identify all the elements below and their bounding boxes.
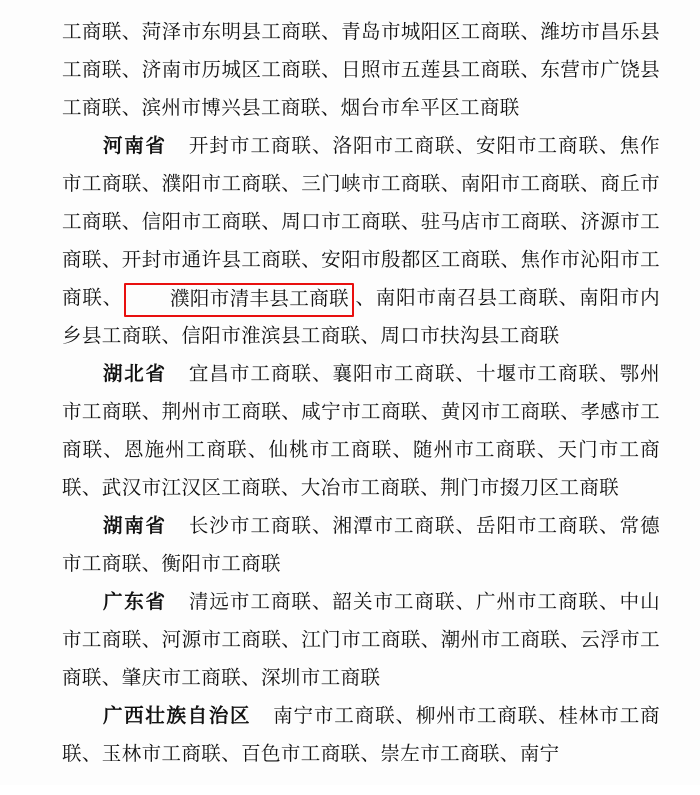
paragraph-text: 清远市工商联、韶关市工商联、广州市工商联、中山市工商联、河源市工商联、江门市工商联、潮州市工商联、云浮市工商联、肇庆市工商联、深圳市工商联 — [62, 592, 661, 689]
paragraph-text-after-highlight: 、南阳市南召县工商联、南阳市内乡县工商联、信阳市淮滨县工商联、周口市扶沟县工商联 — [62, 288, 660, 347]
province-label-guangdong: 广东省 — [102, 592, 167, 613]
paragraph-guangxi — [62, 698, 660, 774]
paragraph-text: 工商联、菏泽市东明县工商联、青岛市城阳区工商联、潍坊市昌乐县工商联、济南市历城区工商联、日照市五莲县工商联、东营市广饶县工商联、滨州市博兴县工商联、烟台市牟平区工商联 — [62, 22, 660, 119]
document-body — [62, 14, 660, 774]
paragraph-shandong-continued — [62, 14, 660, 128]
page-bottom-clip — [0, 785, 700, 795]
highlighted-entry-puyang-qingfeng: 濮阳市清丰县工商联 — [124, 283, 354, 317]
paragraph-text: 南宁市工商联、柳州市工商联、桂林市工商联、玉林市工商联、百色市工商联、崇左市工商联、南宁 — [62, 706, 660, 765]
paragraph-henan — [62, 128, 660, 356]
paragraph-text-before-highlight: 开封市工商联、洛阳市工商联、安阳市工商联、焦作市工商联、濮阳市工商联、三门峡市工商联、南阳市工商联、商丘市工商联、信阳市工商联、周口市工商联、驻马店市工商联、济源市工商联、开封市通许县工商联、安阳市殷都区工商联、焦作市沁阳市工商联、 — [62, 136, 661, 309]
paragraph-guangdong — [62, 584, 660, 698]
province-label-hunan: 湖南省 — [102, 516, 167, 537]
paragraph-text: 长沙市工商联、湘潭市工商联、岳阳市工商联、常德市工商联、衡阳市工商联 — [62, 516, 661, 575]
province-label-hubei: 湖北省 — [102, 364, 167, 385]
province-label-guangxi: 广西壮族自治区 — [102, 706, 252, 727]
paragraph-hubei — [62, 356, 660, 508]
paragraph-hunan — [62, 508, 660, 584]
paragraph-text: 宜昌市工商联、襄阳市工商联、十堰市工商联、鄂州市工商联、荆州市工商联、咸宁市工商联、黄冈市工商联、孝感市工商联、恩施州工商联、仙桃市工商联、随州市工商联、天门市工商联、武汉市江汉区工商联、大冶市工商联、荆门市掇刀区工商联 — [62, 364, 661, 499]
province-label-henan: 河南省 — [102, 136, 167, 157]
